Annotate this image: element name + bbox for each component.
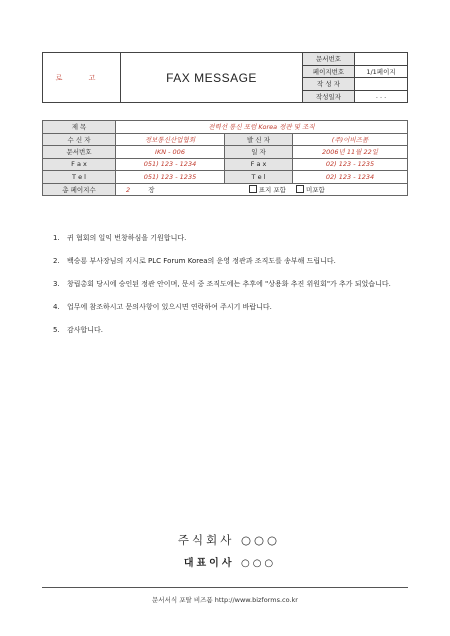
fax-from-label: F a x: [225, 158, 293, 171]
body-item: [53, 232, 403, 244]
logo-placeholder: 로 고: [43, 53, 121, 103]
tel-to-label: T e l: [43, 171, 116, 184]
page-unit: 장: [148, 185, 155, 194]
company-name: 주식회사 ○○○: [177, 533, 281, 547]
fax-header: [42, 52, 408, 103]
author-value: [355, 78, 408, 91]
item-number: 2.: [53, 257, 60, 265]
body-item: [53, 255, 403, 267]
item-text: 백승룡 부사장님의 지시로 PLC Forum Korea의 운영 정관과 조직도를 송부해 드립니다.: [67, 257, 336, 265]
signature-block: [0, 532, 450, 569]
cover-included-option[interactable]: [249, 185, 286, 194]
checkbox-icon[interactable]: [249, 185, 257, 193]
sender-label: 발 신 자: [225, 133, 293, 146]
message-body: [53, 232, 403, 347]
total-pages-label: 총 페이지수: [43, 183, 116, 196]
sender-value: (주)이비즈폼: [293, 133, 408, 146]
item-text: 창립총회 당시에 승인된 정관 안이며, 문서 중 조직도에는 추후에 "상용화 추진 위원회"가 추가 되었습니다.: [67, 280, 391, 288]
item-text: 귀 협회의 일익 번창하심을 기원합니다.: [67, 234, 187, 242]
date-value: 2006년 11월 22일: [293, 146, 408, 159]
cover-excluded-option[interactable]: [296, 185, 325, 194]
item-number: 5.: [53, 326, 60, 334]
recipient-label: 수 신 자: [43, 133, 116, 146]
page-count: 2: [126, 185, 131, 194]
body-item: [53, 301, 403, 313]
footer-divider: [42, 587, 408, 588]
ceo-name: 대표이사 ○○○: [183, 558, 277, 569]
fax-title: FAX MESSAGE: [121, 53, 303, 103]
footer-text: 문서서식 포탈 비즈폼 http://www.bizforms.co.kr: [152, 596, 298, 604]
author-label: 작 성 자: [303, 78, 355, 91]
checkbox-icon[interactable]: [296, 185, 304, 193]
body-item: [53, 324, 403, 336]
date-label: 일 자: [225, 146, 293, 159]
doc-number-label: 문서번호: [303, 53, 355, 66]
item-text: 감사합니다.: [67, 326, 104, 334]
item-number: 4.: [53, 303, 60, 311]
tel-from-label: T e l: [225, 171, 293, 184]
cover-excluded-label: 미포함: [306, 185, 325, 194]
total-pages-cell: [116, 183, 408, 196]
tel-from-value: 02) 123 - 1234: [293, 171, 408, 184]
fax-from-value: 02) 123 - 1235: [293, 158, 408, 171]
subject-label: 제 목: [43, 121, 116, 134]
fax-info-table: [42, 120, 408, 196]
fax-to-label: F a x: [43, 158, 116, 171]
tel-to-value: 051) 123 - 1235: [116, 171, 225, 184]
item-text: 업무에 참조하시고 문의사항이 있으시면 연락하여 주시기 바랍니다.: [67, 303, 272, 311]
item-number: 1.: [53, 234, 60, 242]
fax-to-value: 051) 123 - 1234: [116, 158, 225, 171]
doc-number-value: [355, 53, 408, 66]
subject-value: 전력선 통신 포럼 Korea 정관 및 조직: [116, 121, 408, 134]
page-number-label: 페이지번호: [303, 65, 355, 78]
written-date-label: 작성일자: [303, 90, 355, 103]
recipient-value: 정보통신산업협회: [116, 133, 225, 146]
item-number: 3.: [53, 280, 60, 288]
page-number-value: 1/1페이지: [355, 65, 408, 78]
written-date-value: . . .: [355, 90, 408, 103]
cover-included-label: 표지 포함: [258, 185, 286, 194]
doc-number-row-label: 문서번호: [43, 146, 116, 159]
body-item: [53, 278, 403, 290]
doc-number-row-value: IKN - 006: [116, 146, 225, 159]
